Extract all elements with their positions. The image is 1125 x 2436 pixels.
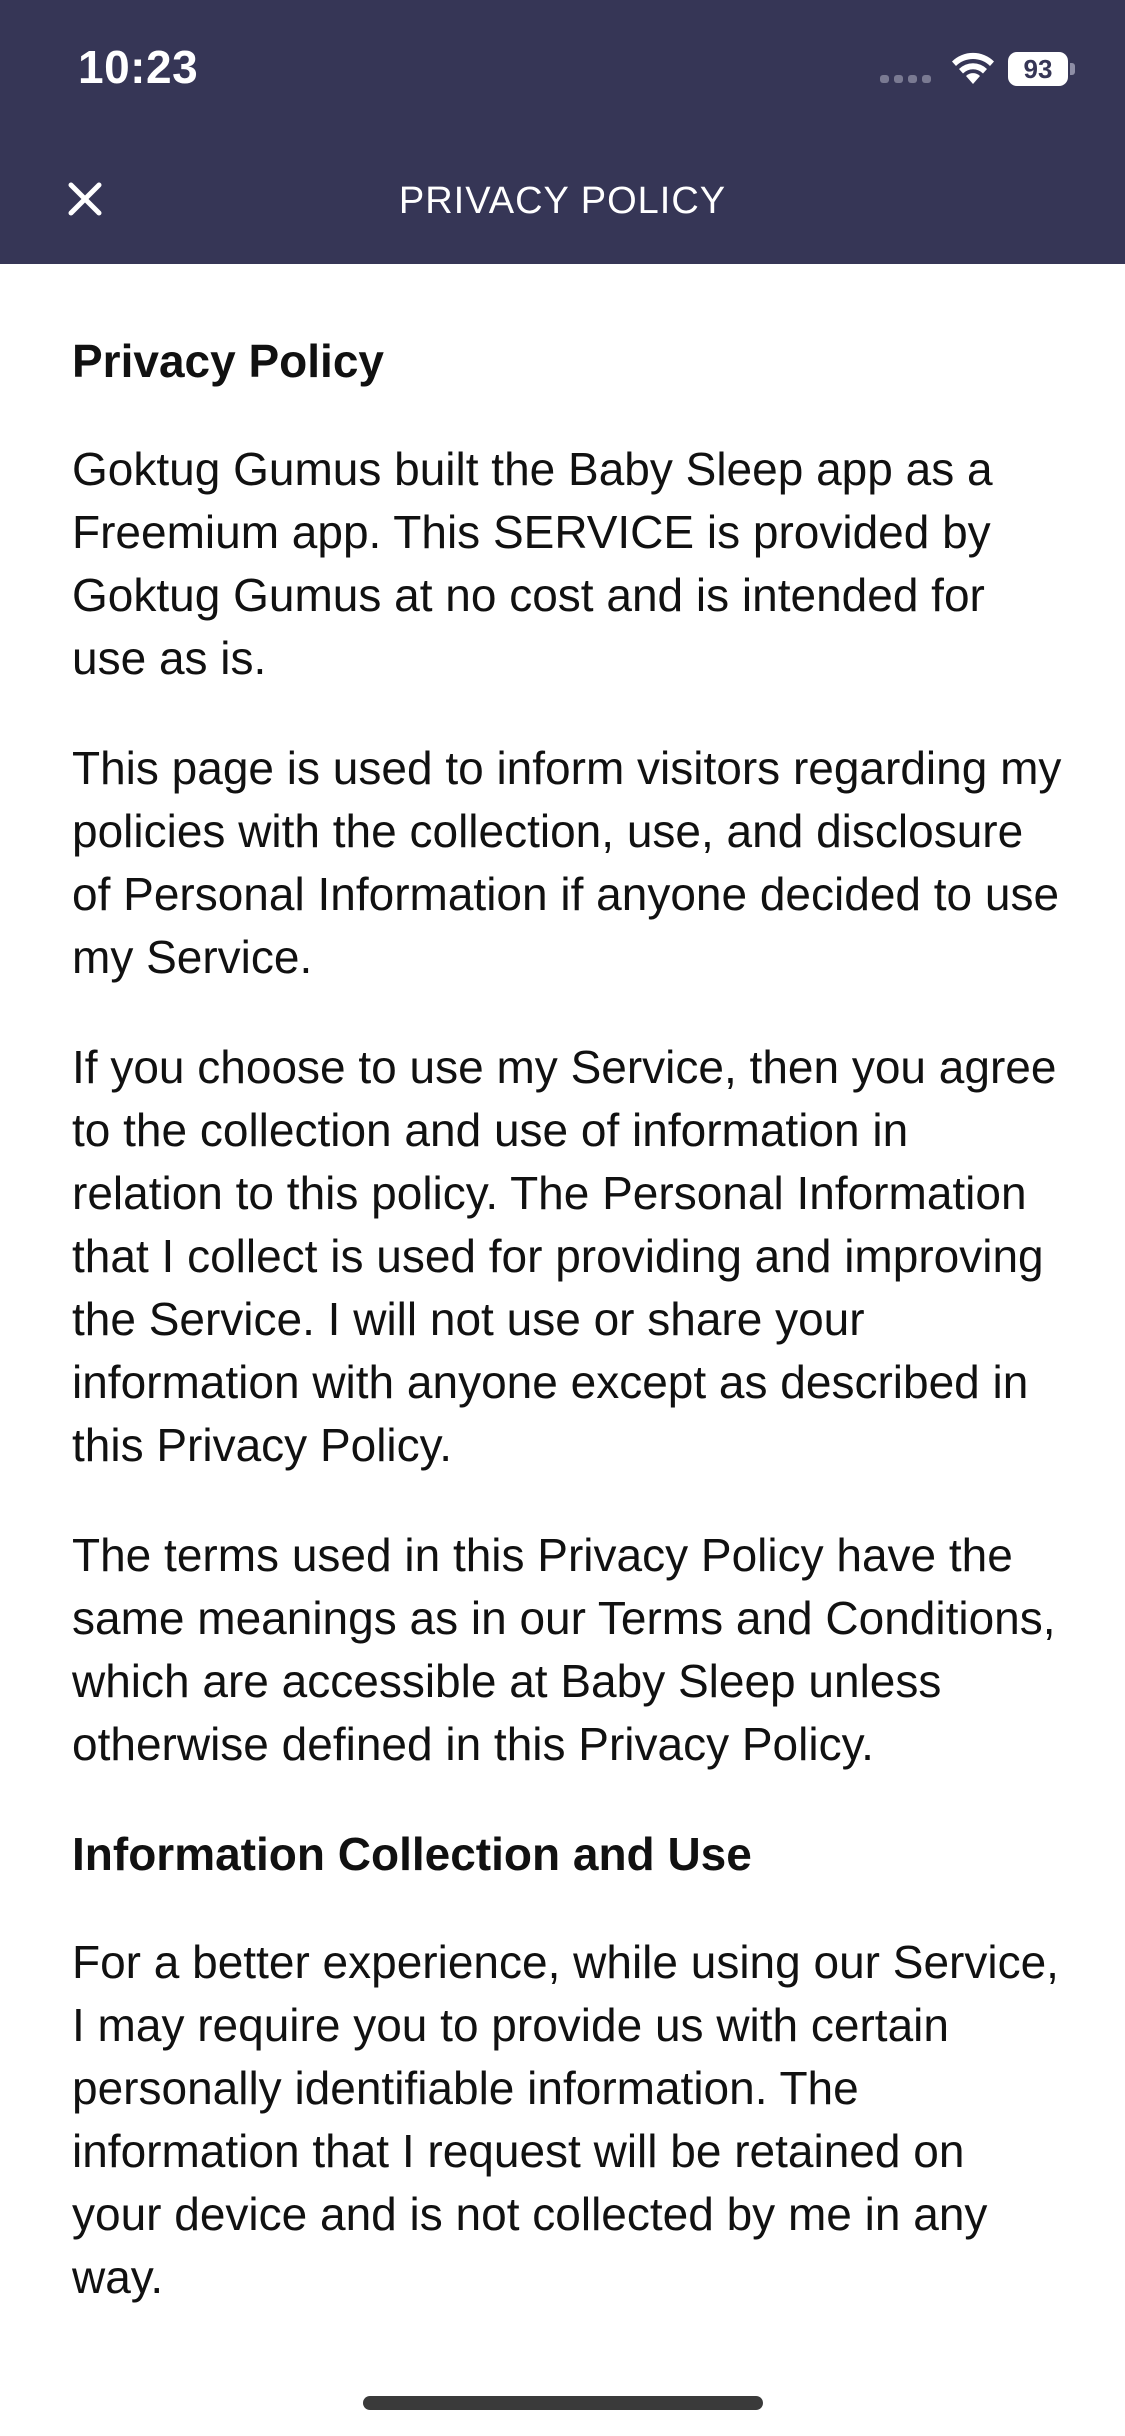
header	[0, 0, 1125, 264]
status-bar	[0, 0, 1125, 140]
policy-content	[72, 330, 1062, 2356]
nav-bar	[0, 140, 1125, 264]
wifi-icon	[950, 50, 996, 86]
policy-paragraph: Goktug Gumus built the Baby Sleep app as a Freemium app. This SERVICE is provided by Goktug Gumus at no cost and is intended for use as is.	[72, 443, 993, 684]
home-indicator[interactable]	[363, 2396, 763, 2410]
section-heading-information-collection: Information Collection and Use	[72, 1828, 752, 1880]
battery-icon	[1008, 52, 1072, 86]
policy-paragraph: For a better experience, while using our Service, I may require you to provide us with certain personally identifiable information. The information that I request will be retained on your device and is not collected by me in any way.	[72, 1936, 1059, 2303]
section-heading-privacy-policy: Privacy Policy	[72, 335, 384, 387]
policy-paragraph: The terms used in this Privacy Policy have the same meanings as in our Terms and Conditions, which are accessible at Baby Sleep unless otherwise defined in this Privacy Policy.	[72, 1529, 1056, 1770]
policy-paragraph: This page is used to inform visitors regarding my policies with the collection, use, and disclosure of Personal Information if anyone decided to use my Service.	[72, 742, 1062, 983]
status-time: 10:23	[78, 41, 199, 93]
page-title: PRIVACY POLICY	[398, 180, 727, 222]
policy-paragraph: If you choose to use my Service, then you agree to the collection and use of information in relation to this policy. The Personal Information that I collect is used for providing and improving the Service. I will not use or share your information with anyone except as described in this Privacy Policy.	[72, 1041, 1057, 1471]
battery-level: 93	[1008, 52, 1068, 86]
battery-cap	[1070, 63, 1075, 75]
cellular-signal-icon	[880, 72, 936, 86]
